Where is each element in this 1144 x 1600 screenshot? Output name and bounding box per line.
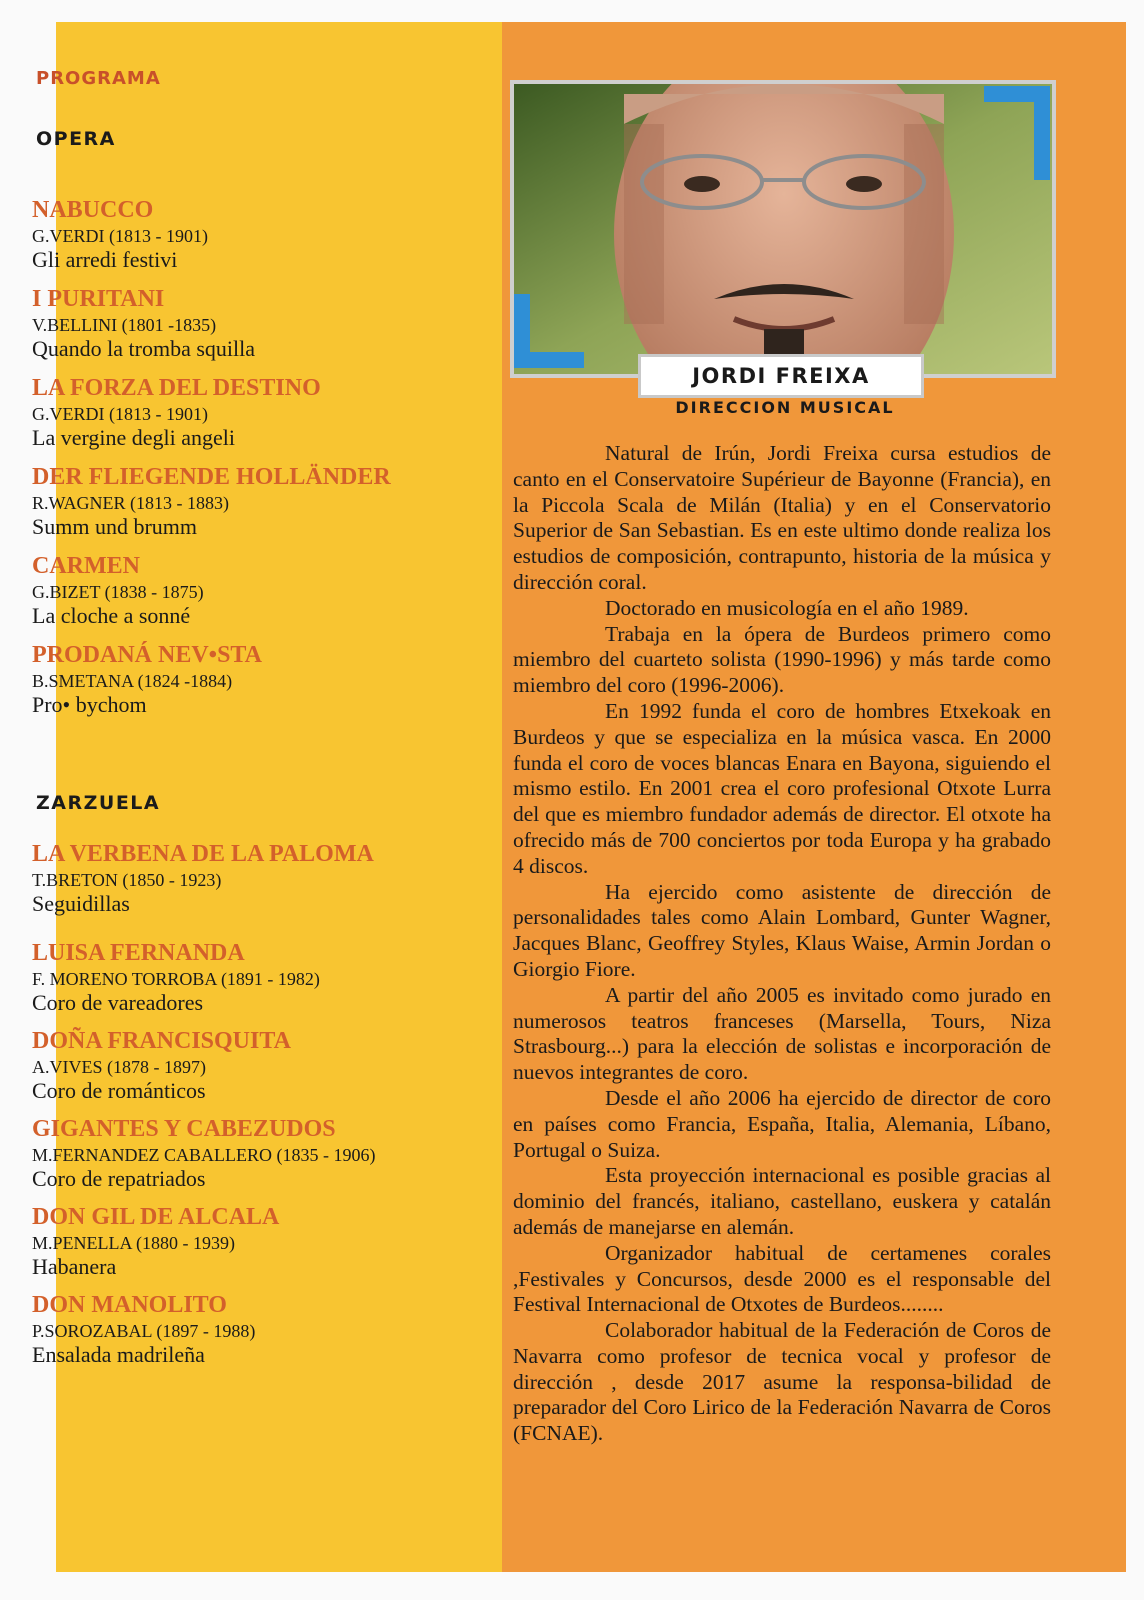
composer: P.SOROZABAL (1897 - 1988) — [32, 1321, 256, 1341]
composer: R.WAGNER (1813 - 1883) — [32, 493, 229, 513]
bio-paragraph: Trabaja en la ópera de Burdeos primero como miembro del cuarteto solista (1990-1996) y más tarde como miembro del coro (1996-2006). — [513, 621, 1051, 698]
piece-work: Pro• bychom — [32, 692, 147, 717]
bio-paragraph: Organizador habitual de certamenes corales ,Festivales y Concursos, desde 2000 es el responsable del Festival Internacional de Otxotes de Burdeos........ — [513, 1240, 1051, 1317]
piece-work: Habanera — [32, 1254, 117, 1279]
composer: G.VERDI (1813 - 1901) — [32, 404, 208, 424]
piece-title: CARMEN — [32, 553, 140, 579]
program-item — [32, 1027, 442, 1104]
composer: M.FERNANDEZ CABALLERO (1835 - 1906) — [32, 1145, 376, 1165]
zarzuela-heading: ZARZUELA — [36, 792, 161, 814]
bio-paragraph: Esta proyección internacional es posible gracias al dominio del francés, italiano, castellano, euskera y catalán además de manejarse en alemán. — [513, 1163, 1051, 1239]
piece-work: Ensalada madrileña — [32, 1342, 205, 1367]
director-photo — [510, 80, 1056, 378]
bio-paragraph: En 1992 funda el coro de hombres Etxekoak en Burdeos y que se especializa en la música vasca. En 2000 funda el coro de voces blancas Enara en Bayona, siguiendo el mismo estilo. En 2001 crea el coro profesional Otxote Lurra del que es miembro fundador además de director. El otxote ha ofrecido más de 700 conciertos por toda Europa y ha grabado 4 discos. — [513, 698, 1051, 878]
piece-title: DON GIL DE ALCALA — [32, 1204, 280, 1230]
zarzuela-list — [32, 840, 442, 1379]
director-role: DIRECCION MUSICAL — [675, 398, 895, 417]
piece-work: La cloche a sonné — [32, 603, 191, 628]
program-item — [32, 196, 442, 273]
piece-title: LA VERBENA DE LA PALOMA — [32, 841, 374, 867]
director-name: JORDI FREIXA — [638, 354, 924, 398]
bio-paragraph: Natural de Irún, Jordi Freixa cursa estudios de canto en el Conservatoire Supérieur de Bayonne (Francia), en la Piccola Scala de Milán (Italia) y en el Conservatorio Superior de San Sebastian. Es en este ultimo donde realiza los estudios de composición, contrapunto, historia de la música y dirección coral. — [513, 441, 1051, 594]
piece-title: NABUCCO — [32, 197, 154, 223]
piece-work: La vergine degli angeli — [32, 425, 236, 450]
program-item — [32, 552, 442, 629]
composer: A.VIVES (1878 - 1897) — [32, 1057, 206, 1077]
programa-heading: PROGRAMA — [36, 68, 161, 89]
piece-title: LA FORZA DEL DESTINO — [32, 375, 321, 401]
piece-title: I PURITANI — [32, 286, 165, 312]
piece-title: LUISA FERNANDA — [32, 940, 245, 966]
composer: M.PENELLA (1880 - 1939) — [32, 1233, 235, 1253]
piece-title: DON MANOLITO — [32, 1292, 227, 1318]
bio-paragraph: A partir del año 2005 es invitado como jurado en numerosos teatros franceses (Marsella, Tours, Niza Strasbourg...) para la elección de solistas e incorporación de nuevos integrantes de coro. — [513, 982, 1051, 1085]
composer: G.VERDI (1813 - 1901) — [32, 226, 208, 246]
program-item — [32, 374, 442, 451]
bio-paragraph: Colaborador habitual de la Federación de Coros de Navarra como profesor de tecnica vocal y profesor de dirección , desde 2017 asume la responsa-bilidad de preparador del Coro Lirico de la Federación Navarra de Coros (FCNAE). — [513, 1318, 1051, 1446]
opera-heading: OPERA — [36, 128, 116, 150]
bio-paragraph: Ha ejercido como asistente de dirección de personalidades tales como Alain Lombard, Gunter Wagner, Jacques Blanc, Geoffrey Styles, Klaus Waise, Armin Jordan o Giorgio Fiore. — [513, 879, 1051, 981]
bio-paragraph: Doctorado en musicología en el año 1989. — [605, 595, 969, 620]
composer: F. MORENO TORROBA (1891 - 1982) — [32, 969, 320, 989]
bio-paragraph: Desde el año 2006 ha ejercido de director de coro en países como Francia, España, Italia, Alemania, Líbano, Portugal o Suiza. — [513, 1085, 1051, 1162]
biography — [513, 441, 1051, 1447]
program-item — [32, 840, 442, 917]
program-item — [32, 1115, 442, 1192]
piece-work: Summ und brumm — [32, 514, 198, 539]
program-item — [32, 1203, 442, 1280]
piece-title: DOÑA FRANCISQUITA — [32, 1028, 291, 1054]
piece-title: GIGANTES Y CABEZUDOS — [32, 1116, 336, 1142]
composer: G.BIZET (1838 - 1875) — [32, 582, 204, 602]
program-item — [32, 1291, 442, 1368]
piece-work: Coro de vareadores — [32, 990, 204, 1015]
composer: V.BELLINI (1801 -1835) — [32, 315, 217, 335]
piece-title: DER FLIEGENDE HOLLÄNDER — [32, 464, 391, 490]
program-item — [32, 939, 442, 1016]
program-item — [32, 463, 442, 540]
opera-list — [32, 196, 442, 730]
program-item — [32, 641, 442, 718]
piece-work: Gli arredi festivi — [32, 247, 178, 272]
program-item — [32, 285, 442, 362]
composer: B.SMETANA (1824 -1884) — [32, 671, 233, 691]
piece-title: PRODANÁ NEV•STA — [32, 642, 262, 668]
piece-work: Quando la tromba squilla — [32, 336, 256, 361]
piece-work: Coro de repatriados — [32, 1166, 206, 1191]
piece-work: Coro de románticos — [32, 1078, 206, 1103]
composer: T.BRETON (1850 - 1923) — [32, 870, 222, 890]
piece-work: Seguidillas — [32, 891, 130, 916]
